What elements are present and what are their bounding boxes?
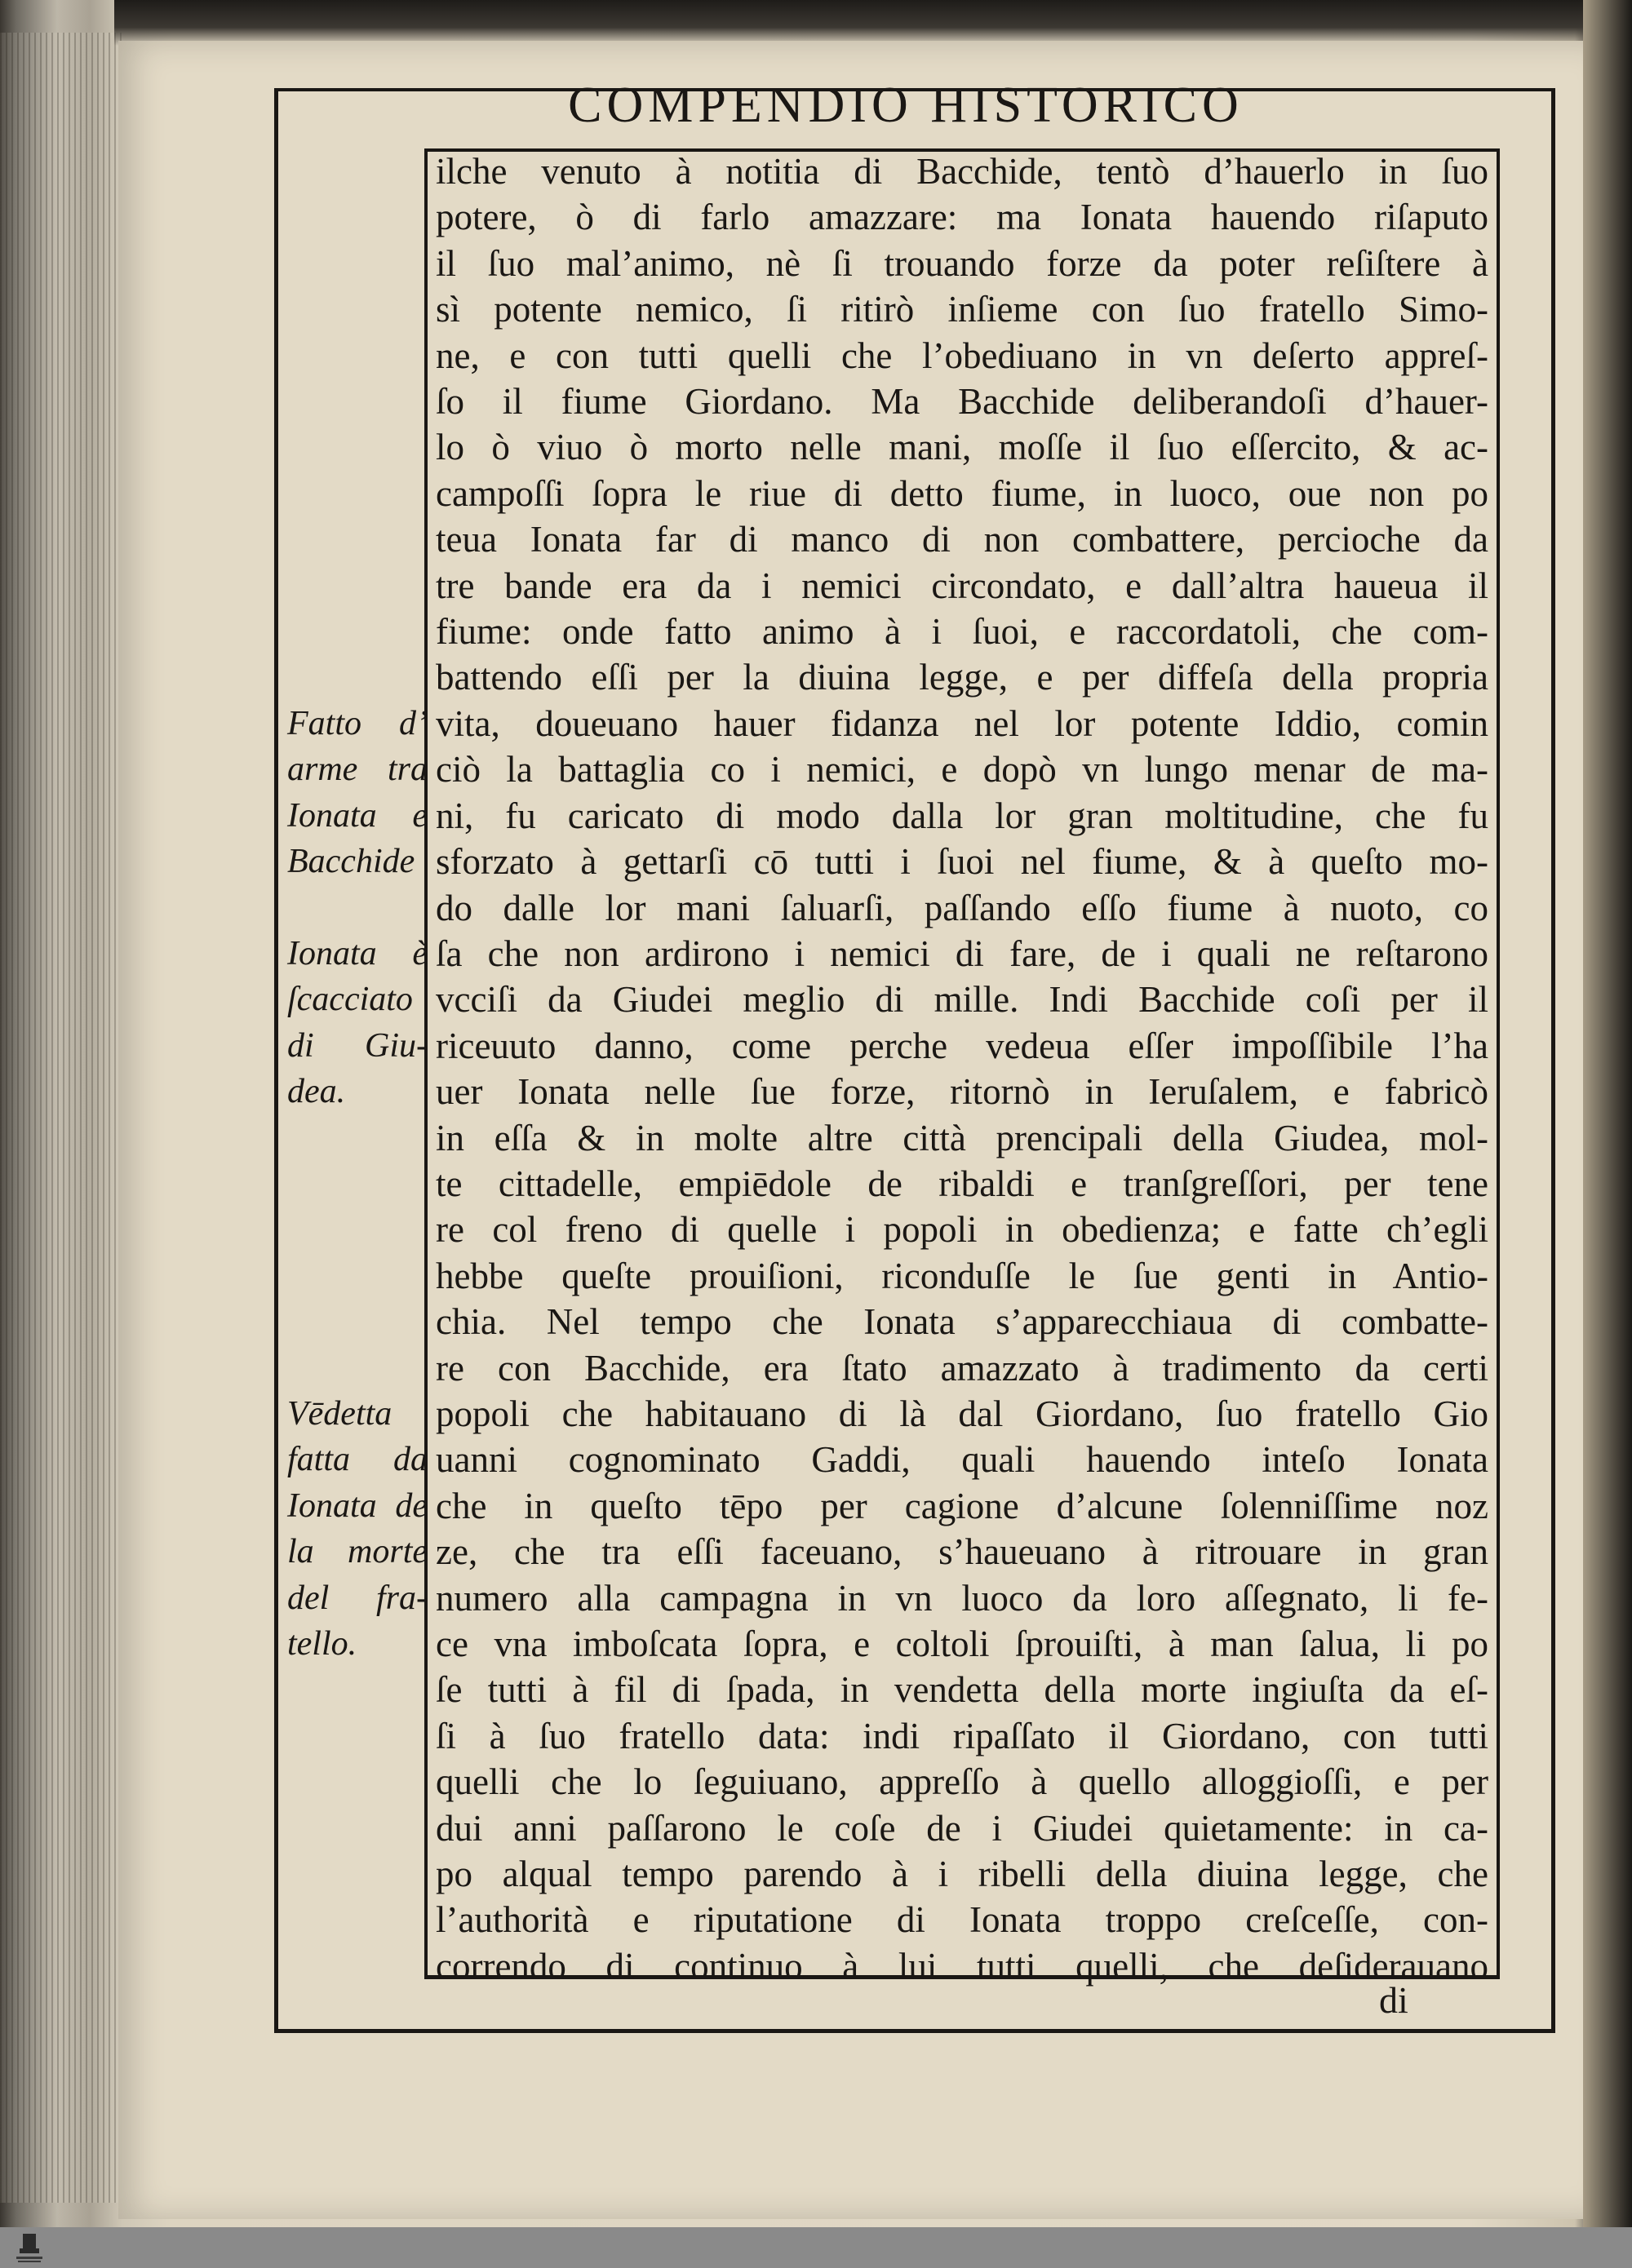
text-line: re con Bacchide, era ſtato amazzato à tradimento da certi [436, 1347, 1488, 1389]
margin-note-line: Vēdetta [287, 1395, 392, 1433]
text-line: battendo eſſi per la diuina legge, e per diffeſa della propria [436, 657, 1488, 698]
text-line: numero alla campagna in vn luoco da loro aſſegnato, li fe- [436, 1577, 1488, 1619]
text-line: quelli che lo ſeguiuano, appreſſo à quello alloggioſſi, e per [436, 1761, 1488, 1803]
text-line: sì potente nemico, ſi ritirò inſieme con ſuo fratello Simo- [436, 289, 1488, 330]
margin-note-expelled [287, 931, 428, 1115]
text-line: ſo il fiume Giordano. Ma Bacchide deliberandoſi d’hauer- [436, 381, 1488, 423]
text-line: ne, e con tutti quelli che l’obediuano in vn deſerto appreſ- [436, 334, 1488, 376]
text-line: re col freno di quelle i popoli in obedienza; e fatte ch’egli [436, 1209, 1488, 1251]
text-line: uanni cognominato Gaddi, quali hauendo inteſo Ionata [436, 1439, 1488, 1481]
margin-note-line: Bacchide [287, 843, 415, 881]
margin-note-line: la morte [287, 1533, 428, 1571]
margin-note-line: dea. [287, 1073, 346, 1111]
text-line: che in queſto tēpo per cagione d’alcune ſolenniſſime noz [436, 1485, 1488, 1526]
text-line: teua Ionata far di manco di non combattere, percioche da [436, 519, 1488, 560]
text-line: sforzato à gettarſi cō tutti i ſuoi nel fiume, & à queſto mo- [436, 841, 1488, 883]
text-line: correndo di continuo à lui tutti quelli, che deſiderauano [436, 1945, 1488, 1987]
text-line: ciò la battaglia co i nemici, e dopò vn lungo menar de ma- [436, 749, 1488, 791]
margin-note-line: Ionata è [287, 935, 428, 972]
text-line: ilche venuto à notitia di Bacchide, tentò d’hauerlo in ſuo [436, 151, 1488, 192]
text-line: ce vna imboſcata ſopra, e coltoli ſprouiſti, à man ſalua, li po [436, 1623, 1488, 1664]
text-line: po alqual tempo parendo à i ribelli della diuina legge, che [436, 1854, 1488, 1895]
text-line: ſa che non ardirono i nemici di fare, de i quali ne reſtarono [436, 932, 1488, 974]
margin-note-line: Fatto d’ [287, 705, 428, 742]
text-line: vcciſi da Giudei meglio di mille. Indi Bacchide coſi per il [436, 979, 1488, 1021]
scan-top-shadow [114, 0, 1632, 46]
facing-page-edge [1583, 0, 1632, 2227]
text-line: tre bande era da i nemici circondato, e dall’altra haueua il [436, 565, 1488, 606]
margin-note-line: del fra- [287, 1579, 428, 1617]
text-line: il ſuo mal’animo, nè ſi trouando forze da poter reſiſtere à [436, 242, 1488, 284]
margin-note-line: Ionata de [287, 1486, 428, 1525]
text-line: do dalle lor mani ſaluarſi, paſſando eſſo fiume à nuoto, co [436, 887, 1488, 928]
margin-note-line: ſcacciato [287, 981, 413, 1019]
text-line: te cittadelle, empiēdole de ribaldi e tranſgreſſori, per tene [436, 1163, 1488, 1204]
text-line: campoſſi ſopra le riue di detto fiume, in luoco, oue non po [436, 472, 1488, 514]
text-line: l’authorità e riputatione di Ionata troppo creſceſſe, con- [436, 1899, 1488, 1941]
margin-note-line: di Giu- [287, 1026, 428, 1065]
text-line: ni, fu caricato di modo dalla lor gran moltitudine, che fu [436, 795, 1488, 836]
text-line: popoli che habitauano di là dal Giordano, ſuo fratello Gio [436, 1393, 1488, 1434]
text-line: in eſſa & in molte altre città prencipali della Giudea, mol- [436, 1117, 1488, 1158]
library-logo-icon [11, 2230, 47, 2265]
text-line: potere, ò di farlo amazzare: ma Ionata hauendo riſaputo [436, 197, 1488, 238]
text-line: uer Ionata nelle ſue forze, ritornò in Ieruſalem, e fabricò [436, 1071, 1488, 1113]
text-line: fiume: onde fatto animo à i ſuoi, e raccordatoli, che com- [436, 611, 1488, 653]
text-line: ze, che tra eſſi faceuano, s’haueuano à ritrouare in gran [436, 1531, 1488, 1573]
book-page-edges [0, 33, 122, 2203]
margin-note-line: arme tra [287, 751, 428, 789]
text-line: chia. Nel tempo che Ionata s’apparecchiaua di combatte- [436, 1301, 1488, 1343]
viewer-footer-bar [0, 2227, 1632, 2268]
text-line: ſe tutti à fil di ſpada, in vendetta della morte ingiuſta da eſ- [436, 1669, 1488, 1711]
running-title: COMPENDIO HISTORICO [568, 78, 1244, 133]
text-line: lo ò viuo ò morto nelle mani, moſſe il ſuo eſſercito, & ac- [436, 427, 1488, 468]
text-line: riceuuto danno, come perche vedeua eſſer impoſſibile l’ha [436, 1025, 1488, 1066]
text-line: vita, doueuano hauer fidanza nel lor potente Iddio, comin [436, 702, 1488, 744]
margin-note-line: Ionata e [287, 796, 428, 835]
main-text-block [436, 148, 1488, 1989]
margin-note-line: fatta da [287, 1441, 428, 1479]
text-line: hebbe queſte prouiſioni, riconduſſe le ſue genti in Antio- [436, 1255, 1488, 1296]
margin-note-vendetta [287, 1391, 428, 1667]
text-line: dui anni paſſarono le coſe de i Giudei quietamente: in ca- [436, 1807, 1488, 1849]
margin-note-battle [287, 701, 428, 885]
margin-note-line: tello. [287, 1625, 357, 1663]
text-line: ſi à ſuo fratello data: indi ripaſſato il Giordano, con tutti [436, 1715, 1488, 1756]
catchword: di [1379, 1979, 1408, 2021]
